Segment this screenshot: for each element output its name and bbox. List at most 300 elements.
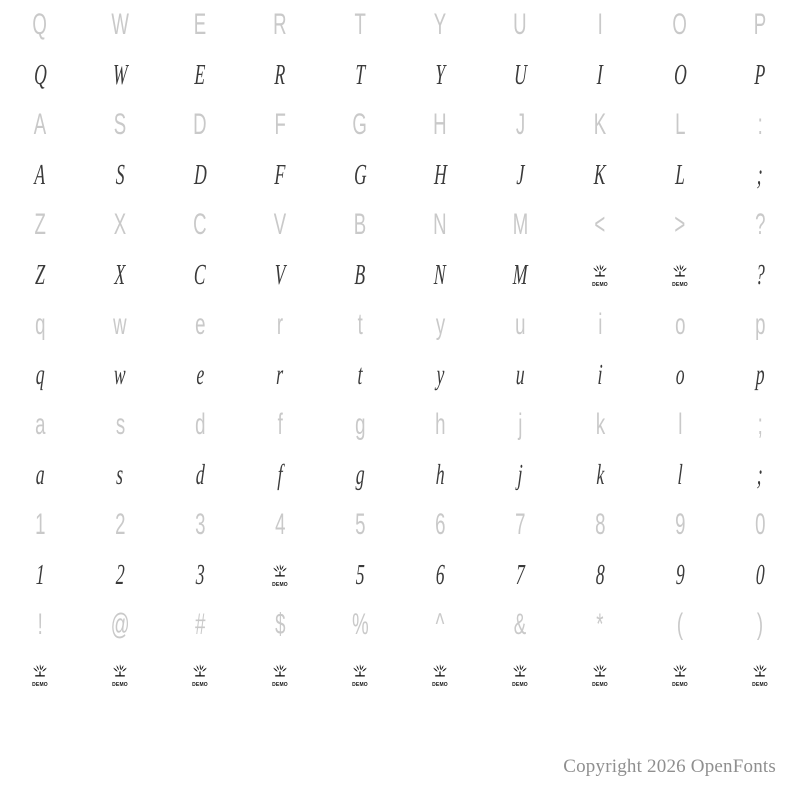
glyph: d bbox=[194, 408, 206, 441]
flower-demo-icon bbox=[187, 663, 213, 687]
glyph: k bbox=[595, 458, 605, 491]
glyph-cell bbox=[480, 100, 560, 150]
glyph-cell bbox=[400, 150, 480, 200]
glyph: p bbox=[754, 308, 766, 341]
glyph: 4 bbox=[274, 508, 286, 541]
glyph: l bbox=[677, 408, 683, 441]
glyph: S bbox=[113, 108, 127, 141]
flower-demo-icon bbox=[747, 663, 773, 687]
glyph-cell bbox=[320, 450, 400, 500]
glyph-row bbox=[0, 600, 800, 650]
glyph: p bbox=[755, 358, 765, 391]
glyph: f bbox=[277, 408, 283, 441]
glyph: > bbox=[674, 208, 686, 241]
glyph-cell bbox=[80, 50, 160, 100]
glyph-cell bbox=[720, 600, 800, 650]
glyph-cell bbox=[0, 200, 80, 250]
glyph-cell bbox=[240, 350, 320, 400]
glyph: u bbox=[514, 308, 526, 341]
glyph: X bbox=[113, 208, 127, 241]
glyph: 8 bbox=[594, 508, 606, 541]
glyph-cell bbox=[160, 50, 240, 100]
flower-demo-icon bbox=[667, 663, 693, 687]
demo-watermark-label: DEMO bbox=[272, 582, 288, 588]
glyph-cell bbox=[320, 200, 400, 250]
glyph: I bbox=[596, 58, 604, 91]
glyph: ? bbox=[755, 258, 765, 291]
glyph: 0 bbox=[754, 508, 766, 541]
glyph-cell bbox=[320, 150, 400, 200]
copyright-notice: Copyright 2026 OpenFonts bbox=[563, 756, 776, 777]
glyph-cell bbox=[240, 250, 320, 300]
glyph: e bbox=[195, 358, 205, 391]
glyph: 5 bbox=[354, 508, 366, 541]
glyph-cell bbox=[0, 300, 80, 350]
glyph: O bbox=[673, 58, 687, 91]
glyph: w bbox=[113, 358, 127, 391]
glyph-cell bbox=[80, 350, 160, 400]
glyph-cell bbox=[560, 300, 640, 350]
glyph-cell bbox=[0, 450, 80, 500]
glyph: A bbox=[33, 108, 47, 141]
glyph-cell bbox=[240, 100, 320, 150]
glyph-cell bbox=[320, 300, 400, 350]
demo-watermark-label: DEMO bbox=[592, 282, 608, 288]
flower-demo-icon bbox=[587, 663, 613, 687]
demo-watermark-label: DEMO bbox=[512, 682, 528, 688]
glyph-cell bbox=[320, 100, 400, 150]
glyph: R bbox=[273, 8, 287, 41]
glyph-cell bbox=[640, 600, 720, 650]
glyph: E bbox=[194, 58, 206, 91]
glyph-cell bbox=[560, 0, 640, 50]
glyph-cell bbox=[160, 250, 240, 300]
flower-demo-icon bbox=[587, 263, 613, 287]
glyph-cell bbox=[160, 200, 240, 250]
glyph-row bbox=[0, 650, 800, 700]
glyph: Q bbox=[32, 8, 48, 41]
glyph: M bbox=[512, 258, 528, 291]
glyph: C bbox=[193, 208, 207, 241]
glyph: @ bbox=[110, 608, 130, 641]
glyph: F bbox=[274, 158, 286, 191]
glyph-cell bbox=[400, 450, 480, 500]
demo-watermark bbox=[640, 250, 720, 300]
glyph-cell bbox=[0, 150, 80, 200]
glyph: 3 bbox=[194, 508, 206, 541]
glyph-cell bbox=[720, 100, 800, 150]
glyph-cell bbox=[160, 550, 240, 600]
glyph-cell bbox=[320, 400, 400, 450]
glyph-cell bbox=[640, 500, 720, 550]
glyph-cell bbox=[320, 550, 400, 600]
glyph-cell bbox=[240, 150, 320, 200]
demo-watermark bbox=[240, 650, 320, 700]
glyph-cell bbox=[160, 150, 240, 200]
glyph: q bbox=[34, 308, 46, 341]
glyph: 1 bbox=[34, 508, 46, 541]
glyph-cell bbox=[480, 300, 560, 350]
glyph-cell bbox=[240, 400, 320, 450]
glyph-cell bbox=[160, 0, 240, 50]
demo-watermark-label: DEMO bbox=[592, 682, 608, 688]
glyph: 2 bbox=[115, 558, 125, 591]
glyph: % bbox=[351, 608, 369, 641]
glyph-cell bbox=[400, 250, 480, 300]
glyph: N bbox=[433, 208, 447, 241]
glyph-cell bbox=[640, 550, 720, 600]
glyph-row bbox=[0, 200, 800, 250]
glyph-cell bbox=[80, 450, 160, 500]
glyph: F bbox=[274, 108, 286, 141]
glyph-cell bbox=[80, 300, 160, 350]
glyph-cell bbox=[640, 400, 720, 450]
glyph-cell bbox=[160, 500, 240, 550]
glyph: Y bbox=[433, 8, 447, 41]
glyph-cell bbox=[480, 350, 560, 400]
flower-demo-icon bbox=[507, 663, 533, 687]
glyph-cell bbox=[560, 100, 640, 150]
glyph-cell bbox=[160, 450, 240, 500]
glyph-cell bbox=[720, 0, 800, 50]
glyph: f bbox=[277, 458, 283, 491]
glyph-cell bbox=[720, 400, 800, 450]
glyph: ^ bbox=[435, 608, 445, 641]
glyph: : bbox=[757, 108, 763, 141]
glyph-cell bbox=[560, 200, 640, 250]
glyph-cell bbox=[560, 450, 640, 500]
demo-watermark-label: DEMO bbox=[672, 282, 688, 288]
glyph: u bbox=[515, 358, 525, 391]
glyph: i bbox=[597, 308, 603, 341]
glyph-cell bbox=[240, 500, 320, 550]
glyph-cell bbox=[720, 50, 800, 100]
glyph-cell bbox=[720, 550, 800, 600]
flower-demo-icon bbox=[267, 663, 293, 687]
glyph: k bbox=[595, 408, 605, 441]
glyph-cell bbox=[720, 350, 800, 400]
glyph-cell bbox=[720, 250, 800, 300]
flower-demo-icon bbox=[427, 663, 453, 687]
glyph-cell bbox=[160, 350, 240, 400]
glyph-cell bbox=[480, 0, 560, 50]
glyph-cell bbox=[80, 600, 160, 650]
glyph-cell bbox=[240, 50, 320, 100]
glyph: G bbox=[352, 108, 368, 141]
glyph-cell bbox=[80, 250, 160, 300]
glyph: i bbox=[597, 358, 603, 391]
demo-watermark-label: DEMO bbox=[272, 682, 288, 688]
glyph-cell bbox=[320, 50, 400, 100]
glyph-cell bbox=[0, 500, 80, 550]
glyph-cell bbox=[80, 200, 160, 250]
glyph: o bbox=[674, 308, 686, 341]
glyph-cell bbox=[480, 250, 560, 300]
demo-watermark-label: DEMO bbox=[432, 682, 448, 688]
demo-watermark bbox=[240, 550, 320, 600]
glyph: h bbox=[435, 458, 445, 491]
glyph: N bbox=[433, 258, 447, 291]
glyph-cell bbox=[560, 350, 640, 400]
demo-watermark-label: DEMO bbox=[192, 682, 208, 688]
glyph-cell bbox=[160, 400, 240, 450]
glyph: W bbox=[111, 8, 129, 41]
glyph: 9 bbox=[674, 508, 686, 541]
glyph: G bbox=[353, 158, 367, 191]
glyph: R bbox=[274, 58, 286, 91]
glyph: O bbox=[672, 8, 688, 41]
glyph-cell bbox=[640, 200, 720, 250]
glyph: t bbox=[357, 308, 363, 341]
glyph-cell bbox=[560, 400, 640, 450]
glyph: K bbox=[593, 108, 607, 141]
glyph: o bbox=[675, 358, 685, 391]
glyph-cell bbox=[80, 550, 160, 600]
glyph: e bbox=[194, 308, 206, 341]
glyph-cell bbox=[480, 600, 560, 650]
glyph-cell bbox=[560, 500, 640, 550]
glyph: I bbox=[597, 8, 603, 41]
glyph-cell bbox=[560, 50, 640, 100]
glyph-cell bbox=[0, 400, 80, 450]
glyph: h bbox=[434, 408, 446, 441]
glyph-row bbox=[0, 500, 800, 550]
glyph: Z bbox=[34, 258, 46, 291]
glyph: # bbox=[194, 608, 206, 641]
glyph: 7 bbox=[515, 558, 525, 591]
demo-watermark-label: DEMO bbox=[112, 682, 128, 688]
glyph-cell bbox=[720, 150, 800, 200]
glyph: 1 bbox=[35, 558, 45, 591]
glyph: P bbox=[754, 58, 766, 91]
glyph-cell bbox=[480, 550, 560, 600]
glyph-cell bbox=[240, 300, 320, 350]
glyph: K bbox=[593, 158, 607, 191]
glyph: E bbox=[193, 8, 207, 41]
glyph: U bbox=[513, 8, 527, 41]
glyph: ; bbox=[756, 158, 764, 191]
glyph-cell bbox=[160, 300, 240, 350]
flower-demo-icon bbox=[347, 663, 373, 687]
glyph: & bbox=[513, 608, 527, 641]
glyph: Z bbox=[34, 208, 46, 241]
glyph-cell bbox=[0, 550, 80, 600]
demo-watermark bbox=[320, 650, 400, 700]
glyph: T bbox=[354, 8, 366, 41]
glyph: 2 bbox=[114, 508, 126, 541]
glyph-row bbox=[0, 300, 800, 350]
glyph: y bbox=[435, 308, 445, 341]
demo-watermark-label: DEMO bbox=[752, 682, 768, 688]
glyph: U bbox=[513, 58, 527, 91]
glyph-cell bbox=[400, 300, 480, 350]
glyph: Q bbox=[33, 58, 47, 91]
glyph-cell bbox=[480, 450, 560, 500]
glyph: W bbox=[112, 58, 128, 91]
glyph-cell bbox=[640, 100, 720, 150]
demo-watermark bbox=[560, 650, 640, 700]
glyph-cell bbox=[480, 200, 560, 250]
glyph: 7 bbox=[514, 508, 526, 541]
demo-watermark bbox=[640, 650, 720, 700]
glyph-cell bbox=[240, 450, 320, 500]
demo-watermark bbox=[720, 650, 800, 700]
glyph: l bbox=[677, 458, 683, 491]
flower-demo-icon bbox=[667, 263, 693, 287]
glyph: q bbox=[35, 358, 45, 391]
glyph: ; bbox=[757, 408, 763, 441]
glyph-cell bbox=[320, 600, 400, 650]
glyph-cell bbox=[0, 50, 80, 100]
glyph: 5 bbox=[355, 558, 365, 591]
glyph-cell bbox=[80, 150, 160, 200]
glyph-cell bbox=[400, 600, 480, 650]
glyph: D bbox=[193, 158, 207, 191]
glyph: B bbox=[353, 208, 367, 241]
glyph-cell bbox=[320, 500, 400, 550]
glyph-cell bbox=[80, 500, 160, 550]
glyph: T bbox=[354, 58, 366, 91]
glyph-cell bbox=[80, 100, 160, 150]
glyph: V bbox=[274, 258, 286, 291]
glyph-cell bbox=[640, 450, 720, 500]
glyph-cell bbox=[400, 0, 480, 50]
glyph: g bbox=[354, 408, 366, 441]
glyph-cell bbox=[400, 200, 480, 250]
glyph: a bbox=[35, 458, 45, 491]
flower-demo-icon bbox=[27, 663, 53, 687]
glyph-cell bbox=[0, 100, 80, 150]
glyph: * bbox=[596, 608, 604, 641]
glyph-cell bbox=[640, 150, 720, 200]
glyph-cell bbox=[400, 50, 480, 100]
glyph: y bbox=[435, 358, 445, 391]
glyph: d bbox=[195, 458, 205, 491]
glyph-cell bbox=[400, 100, 480, 150]
glyph-cell bbox=[320, 350, 400, 400]
glyph: 9 bbox=[675, 558, 685, 591]
glyph-cell bbox=[560, 550, 640, 600]
glyph-cell bbox=[240, 200, 320, 250]
glyph-row bbox=[0, 550, 800, 600]
glyph: ! bbox=[37, 608, 43, 641]
glyph: D bbox=[193, 108, 207, 141]
glyph: M bbox=[512, 208, 528, 241]
demo-watermark-label: DEMO bbox=[32, 682, 48, 688]
glyph-cell bbox=[240, 0, 320, 50]
glyph: j bbox=[517, 458, 523, 491]
glyph-cell bbox=[0, 0, 80, 50]
glyph: t bbox=[357, 358, 363, 391]
glyph-cell bbox=[400, 550, 480, 600]
glyph: Y bbox=[434, 58, 446, 91]
glyph-row bbox=[0, 150, 800, 200]
demo-watermark bbox=[80, 650, 160, 700]
glyph: J bbox=[515, 158, 525, 191]
glyph-cell bbox=[400, 350, 480, 400]
glyph-row bbox=[0, 100, 800, 150]
demo-watermark bbox=[560, 250, 640, 300]
demo-watermark bbox=[0, 650, 80, 700]
glyph: s bbox=[116, 458, 124, 491]
glyph: r bbox=[276, 308, 284, 341]
glyph-cell bbox=[160, 600, 240, 650]
glyph: s bbox=[115, 408, 125, 441]
glyph-cell bbox=[720, 450, 800, 500]
glyph-row bbox=[0, 50, 800, 100]
glyph-cell bbox=[480, 400, 560, 450]
glyph: < bbox=[594, 208, 606, 241]
flower-demo-icon bbox=[107, 663, 133, 687]
glyph-cell bbox=[640, 300, 720, 350]
glyph: A bbox=[34, 158, 46, 191]
demo-watermark-label: DEMO bbox=[352, 682, 368, 688]
glyph-cell bbox=[480, 150, 560, 200]
glyph-cell bbox=[240, 600, 320, 650]
glyph: 6 bbox=[435, 558, 445, 591]
glyph-cell bbox=[400, 500, 480, 550]
glyph-cell bbox=[640, 50, 720, 100]
glyph-cell bbox=[0, 250, 80, 300]
glyph: B bbox=[354, 258, 366, 291]
glyph: ? bbox=[754, 208, 766, 241]
glyph: H bbox=[433, 158, 447, 191]
demo-watermark bbox=[160, 650, 240, 700]
glyph-cell bbox=[160, 100, 240, 150]
glyph-row bbox=[0, 450, 800, 500]
glyph: ; bbox=[756, 458, 764, 491]
glyph: 0 bbox=[755, 558, 765, 591]
glyph: ) bbox=[756, 608, 764, 641]
glyph-cell bbox=[80, 400, 160, 450]
glyph: j bbox=[517, 408, 523, 441]
glyph: L bbox=[674, 108, 686, 141]
flower-demo-icon bbox=[267, 563, 293, 587]
glyph: X bbox=[114, 258, 126, 291]
glyph: 8 bbox=[595, 558, 605, 591]
glyph: S bbox=[115, 158, 125, 191]
glyph: r bbox=[276, 358, 284, 391]
glyph: L bbox=[674, 158, 686, 191]
glyph-row bbox=[0, 0, 800, 50]
glyph-row bbox=[0, 400, 800, 450]
glyph-cell bbox=[640, 350, 720, 400]
glyph-cell bbox=[320, 0, 400, 50]
glyph-cell bbox=[560, 150, 640, 200]
glyph-cell bbox=[720, 200, 800, 250]
glyph: ( bbox=[676, 608, 684, 641]
glyph-row bbox=[0, 250, 800, 300]
demo-watermark bbox=[480, 650, 560, 700]
glyph-cell bbox=[720, 500, 800, 550]
glyph: C bbox=[193, 258, 207, 291]
demo-watermark-label: DEMO bbox=[672, 682, 688, 688]
glyph: V bbox=[273, 208, 287, 241]
glyph-cell bbox=[720, 300, 800, 350]
glyph-cell bbox=[0, 600, 80, 650]
glyph-cell bbox=[320, 250, 400, 300]
glyph: w bbox=[113, 308, 127, 341]
glyph-cell bbox=[640, 0, 720, 50]
glyph: g bbox=[355, 458, 365, 491]
glyph-cell bbox=[480, 500, 560, 550]
glyph: H bbox=[433, 108, 447, 141]
glyph: J bbox=[515, 108, 525, 141]
glyph-cell bbox=[80, 0, 160, 50]
glyph: a bbox=[34, 408, 46, 441]
glyph-cell bbox=[400, 400, 480, 450]
glyph: 3 bbox=[195, 558, 205, 591]
